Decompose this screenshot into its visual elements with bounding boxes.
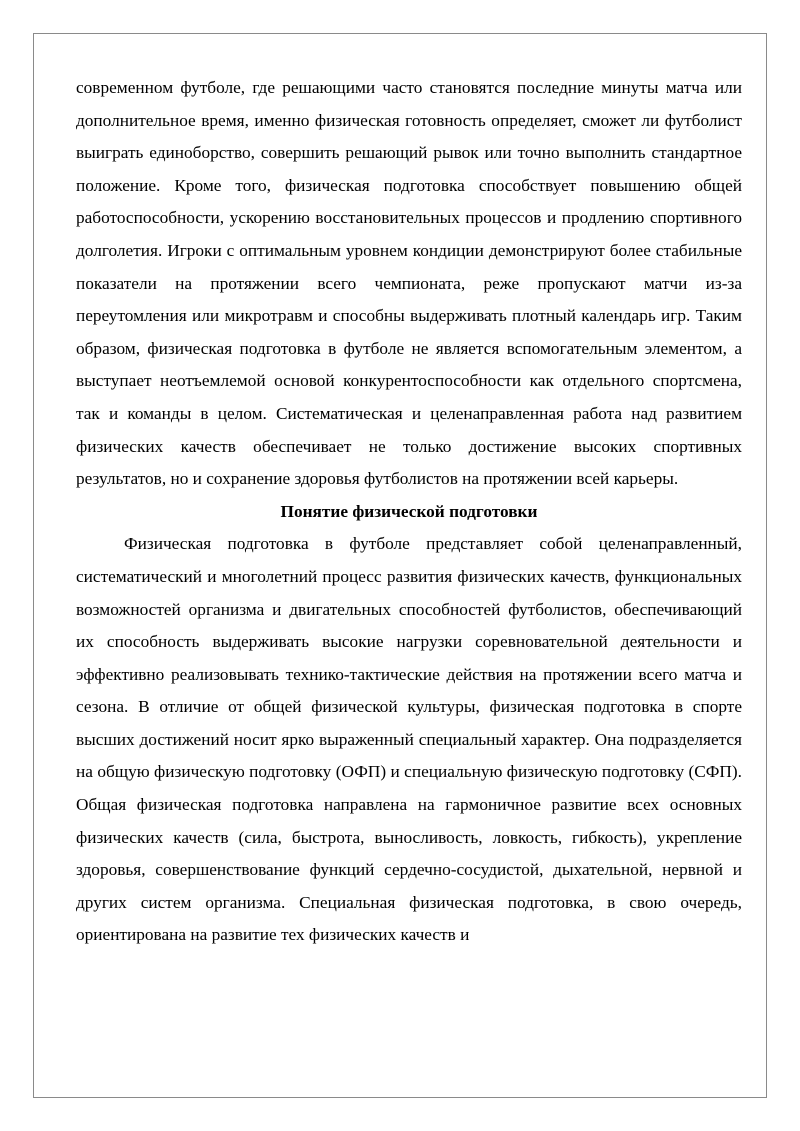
body-paragraph-1: современном футболе, где решающими часто становятся последние минуты матча или дополнительное время, именно физическая готовность определяет, сможет ли футболист выиграть единоборство, совершить решающий рывок или точно выполнить стандартное положение. Кроме того, физическая подготовка способствует повышению общей работоспособности, ускорению восстановительных процессов и продлению спортивного долголетия. Игроки с оптимальным уровнем кондиции демонстрируют более стабильные показатели на протяжении всего чемпионата, реже пропускают матчи из-за переутомления или микротравм и способны выдерживать плотный календарь игр. Таким образом, физическая подготовка в футболе не является вспомогательным элементом, а выступает неотъемлемой основой конкурентоспособности как отдельного спортсмена, так и команды в целом. Систематическая и целенаправленная работа над развитием физических качеств обеспечивает не только достижение высоких спортивных результатов, но и сохранение здоровья футболистов на протяжении всей карьеры.	[76, 78, 742, 489]
document-body	[76, 72, 742, 952]
body-paragraph-2: Физическая подготовка в футболе представляет собой целенаправленный, систематический и многолетний процесс развития физических качеств, функциональных возможностей организма и двигательных способностей футболистов, обеспечивающий их способность выдерживать высокие нагрузки соревновательной деятельности и эффективно реализовывать технико-тактические действия на протяжении всего матча и сезона. В отличие от общей физической культуры, физическая подготовка в спорте высших достижений носит ярко выраженный специальный характер. Она подразделяется на общую физическую подготовку (ОФП) и специальную физическую подготовку (СФП). Общая физическая подготовка направлена на гармоничное развитие всех основных физических качеств (сила, быстрота, выносливость, ловкость, гибкость), укрепление здоровья, совершенствование функций сердечно-сосудистой, дыхательной, нервной и других систем организма. Специальная физическая подготовка, в свою очередь, ориентирована на развитие тех физических качеств и	[76, 534, 742, 945]
section-heading: Понятие физической подготовки	[280, 501, 538, 521]
